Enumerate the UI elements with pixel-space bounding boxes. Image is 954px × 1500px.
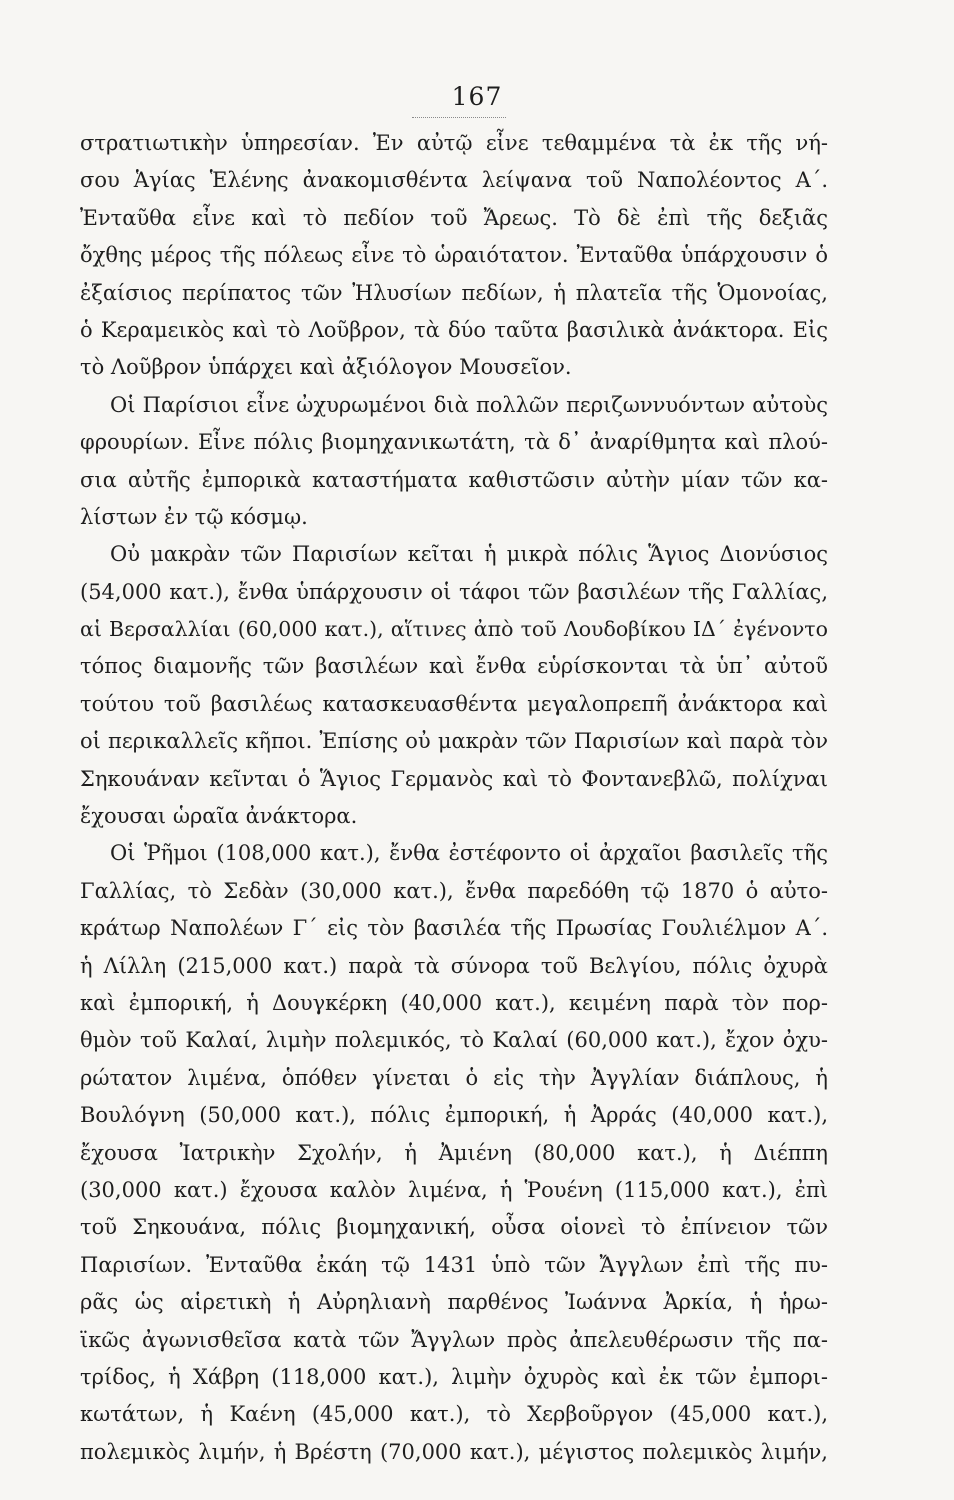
text-line: ἡ Λίλλη (215,000 κατ.) παρὰ τὰ σύνορα τοῦ Βελγίου, πόλις ὀχυρὰ xyxy=(80,953,828,978)
text-line: κράτωρ Ναπολέων Γ΄ εἰς τὸν βασιλέα τῆς Πρωσίας Γουλιέλμον Α΄. xyxy=(80,916,828,941)
text-line: τόπος διαμονῆς τῶν βασιλέων καὶ ἔνθα εὑρίσκονται τὰ ὑπ᾽ αὐτοῦ xyxy=(80,654,828,679)
text-line: θμὸν τοῦ Καλαί, λιμὴν πολεμικός, τὸ Καλαί (60,000 κατ.), ἔχον ὀχυ- xyxy=(80,1028,828,1053)
text-line: Οὐ μακρὰν τῶν Παρισίων κεῖται ἡ μικρὰ πόλις Ἅγιος Διονύσιος xyxy=(110,542,828,567)
text-line: ἐξαίσιος περίπατος τῶν Ἠλυσίων πεδίων, ἡ πλατεῖα τῆς Ὁμονοίας, xyxy=(80,280,828,305)
text-line: οἱ περικαλλεῖς κῆποι. Ἐπίσης οὐ μακρὰν τῶν Παρισίων καὶ παρὰ τὸν xyxy=(80,729,828,754)
text-line: σου Ἁγίας Ἑλένης ἀνακομισθέντα λείψανα τοῦ Ναπολέοντος Α΄. xyxy=(80,168,828,193)
text-line: Γαλλίας, τὸ Σεδὰν (30,000 κατ.), ἔνθα παρεδόθη τῷ 1870 ὁ αὐτο- xyxy=(80,878,828,903)
text-line: (30,000 κατ.) ἔχουσα καλὸν λιμένα, ἡ Ῥουένη (115,000 κατ.), ἐπὶ xyxy=(80,1177,828,1202)
text-line: σια αὐτῆς ἐμπορικὰ καταστήματα καθιστῶσιν αὐτὴν μίαν τῶν κα- xyxy=(80,467,828,492)
text-line: Οἱ Ῥῆμοι (108,000 κατ.), ἔνθα ἐστέφοντο οἱ ἀρχαῖοι βασιλεῖς τῆς xyxy=(110,841,828,866)
text-line: καὶ ἐμπορική, ἡ Δουγκέρκη (40,000 κατ.), κειμένη παρὰ τὸν πορ- xyxy=(80,990,828,1015)
text-line: ὁ Κεραμεικὸς καὶ τὸ Λοῦβρον, τὰ δύο ταῦτα βασιλικὰ ἀνάκτορα. Εἰς xyxy=(80,317,828,342)
text-line: τὸ Λοῦβρον ὑπάρχει καὶ ἀξιόλογον Μουσεῖον. xyxy=(80,355,572,380)
text-line: κωτάτων, ἡ Καένη (45,000 κατ.), τὸ Χερβοῦργον (45,000 κατ.), xyxy=(80,1402,828,1427)
header-rule xyxy=(412,117,506,118)
page-number: 167 xyxy=(451,82,503,111)
text-line: Οἱ Παρίσιοι εἶνε ὠχυρωμένοι διὰ πολλῶν περιζωννυόντων αὐτοὺς xyxy=(110,392,828,417)
text-line: φρουρίων. Εἶνε πόλις βιομηχανικωτάτη, τὰ δ᾽ ἀναρίθμητα καὶ πλού- xyxy=(80,430,828,455)
text-line: Βουλόγνη (50,000 κατ.), πόλις ἐμπορική, ἡ Ἀρράς (40,000 κατ.), xyxy=(80,1103,828,1128)
text-line: ἔχουσα Ἰατρικὴν Σχολήν, ἡ Ἀμιένη (80,000 κατ.), ἡ Διέππη xyxy=(80,1140,828,1165)
text-line: τρίδος, ἡ Χάβρη (118,000 κατ.), λιμὴν ὀχυρὸς καὶ ἐκ τῶν ἐμπορι- xyxy=(80,1364,828,1389)
text-line: ρώτατον λιμένα, ὁπόθεν γίνεται ὁ εἰς τὴν Ἀγγλίαν διάπλους, ἡ xyxy=(80,1065,828,1090)
text-line: λίστων ἐν τῷ κόσμῳ. xyxy=(80,504,308,529)
text-line: Σηκουάναν κεῖνται ὁ Ἅγιος Γερμανὸς καὶ τὸ Φοντανεβλῶ, πολίχναι xyxy=(80,766,828,791)
text-line: Ἐνταῦθα εἶνε καὶ τὸ πεδίον τοῦ Ἄρεως. Τὸ δὲ ἐπὶ τῆς δεξιᾶς xyxy=(80,205,828,230)
text-line: ρᾶς ὡς αἱρετικὴ ἡ Αὐρηλιανὴ παρθένος Ἰωάννα Ἀρκία, ἡ ἡρω- xyxy=(80,1290,828,1315)
text-line: ὄχθης μέρος τῆς πόλεως εἶνε τὸ ὡραιότατον. Ἐνταῦθα ὑπάρχουσιν ὁ xyxy=(80,243,828,268)
text-line: στρατιωτικὴν ὑπηρεσίαν. Ἐν αὐτῷ εἶνε τεθαμμένα τὰ ἐκ τῆς νή- xyxy=(80,131,828,155)
text-line: τοῦ Σηκουάνα, πόλις βιομηχανική, οὖσα οἱονεὶ τὸ ἐπίνειον τῶν xyxy=(80,1215,828,1240)
text-line: πολεμικὸς λιμήν, ἡ Βρέστη (70,000 κατ.), μέγιστος πολεμικὸς λιμήν, xyxy=(80,1439,828,1464)
text-line: (54,000 κατ.), ἔνθα ὑπάρχουσιν οἱ τάφοι τῶν βασιλέων τῆς Γαλλίας, xyxy=(80,579,828,604)
body-text xyxy=(80,125,828,1471)
text-line: ϊκῶς ἀγωνισθεῖσα κατὰ τῶν Ἄγγλων πρὸς ἀπελευθέρωσιν τῆς πα- xyxy=(80,1327,828,1352)
text-line: αἱ Βερσαλλίαι (60,000 κατ.), αἵτινες ἀπὸ τοῦ Λουδοβίκου ΙΔ΄ ἐγένοντο xyxy=(80,617,828,642)
text-line: Παρισίων. Ἐνταῦθα ἐκάη τῷ 1431 ὑπὸ τῶν Ἄγγλων ἐπὶ τῆς πυ- xyxy=(80,1252,828,1277)
text-line: ἔχουσαι ὡραῖα ἀνάκτορα. xyxy=(80,804,358,829)
text-line: τούτου τοῦ βασιλέως κατασκευασθέντα μεγαλοπρεπῆ ἀνάκτορα καὶ xyxy=(80,691,828,716)
